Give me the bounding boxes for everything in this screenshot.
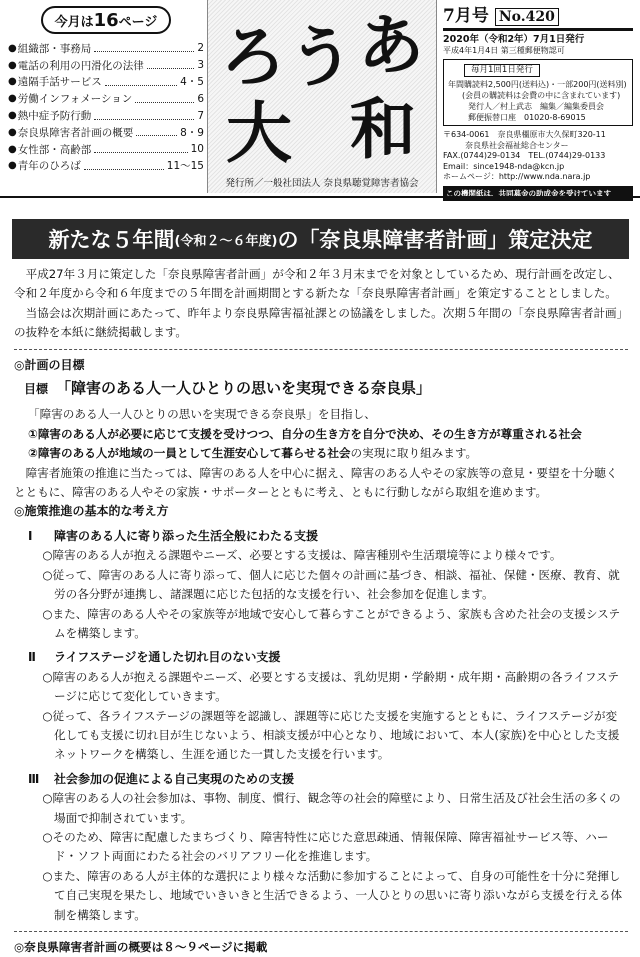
toc-item-page: 10 <box>190 143 204 156</box>
masthead <box>207 0 437 193</box>
roman-numeral: Ⅱ <box>28 650 36 665</box>
footer-note: ◎奈良県障害者計画の概要は８〜９ページに掲載 <box>14 940 268 954</box>
table-of-contents <box>8 6 204 174</box>
masthead-char: ろ <box>220 18 286 96</box>
toc-item <box>8 40 204 57</box>
funding-notice: この機関紙は、共同募金の助成金を受けています <box>443 186 633 201</box>
article-body <box>14 265 628 957</box>
headline-part-a: 新たな５年間 <box>48 228 175 252</box>
policy-section-title: ライフステージを通した切れ目のない支援 <box>54 650 281 665</box>
toc-item-label: 組織部・事務局 <box>17 42 92 55</box>
goal-row <box>24 379 628 399</box>
toc-item-page: 7 <box>197 109 204 122</box>
toc-item-page: 2 <box>197 42 204 55</box>
issue-info <box>443 6 633 201</box>
homepage-link[interactable]: ホームページ：http://www.nda.nara.jp <box>443 172 591 181</box>
policy-section <box>14 770 628 925</box>
leader-dots <box>136 128 177 136</box>
frequency-label: 毎月1回1日発行 <box>464 64 540 77</box>
toc-item-page: 6 <box>197 92 204 105</box>
policy-sections <box>14 527 628 925</box>
toc-item <box>8 158 204 175</box>
section-divider <box>14 349 628 350</box>
policy-item: ○また、障害のある人やその家族等が地域で安心して暮らすことができるよう、家族も含めた社会の支援システムを構築します。 <box>42 606 621 640</box>
toc-item-page: 4・5 <box>180 76 204 89</box>
bullet-icon: ● <box>8 42 17 54</box>
badge-pages: 16 <box>93 9 119 31</box>
masthead-char: あ <box>358 6 424 84</box>
intro-paragraph-2: 当協会は次期計画にあたって、昨年より奈良県障害福祉課との協議をしました。次期５年間の「奈良県障害者計画」の抜粋を本紙に継続掲載します。 <box>14 305 623 340</box>
toc-item-page: 3 <box>197 59 204 72</box>
leader-dots <box>94 44 194 52</box>
goal-paragraph: 障害者施策の推進に当たっては、障害のある人を中心に据え、障害のある人やその家族等の意見・要望を十分聴くとともに、障害のある人やその家族・サポーターとともに考え、ともに行動しながら取組を進めます。 <box>14 465 618 500</box>
toc-item-label: 青年のひろば <box>17 160 81 173</box>
policy-item: ○従って、各ライフステージの課題等を認識し、課題等に応じた支援を実施するとともに、ライフステージが変化しても支援に切れ目が生じないよう、相談支援が中心となり、地域において、本人(家族)を中心とした支援ネットワークを構築し、生涯を通じた一貫した支援を行います。 <box>42 708 620 762</box>
policy-section-title: 社会参加の促進による自己実現のための支援 <box>54 771 295 786</box>
email[interactable]: Email：since1948-nda@kcn.jp <box>443 161 565 171</box>
bullet-icon: ● <box>8 110 17 122</box>
badge-prefix: 今月は <box>54 14 94 30</box>
issue-month: 7月号 <box>443 6 489 26</box>
subscription-fee: 年間購読料2,500円(送料込)・一部200円(送料別) <box>448 80 627 89</box>
section-divider <box>14 931 628 932</box>
badge-suffix: ページ <box>118 14 158 30</box>
toc-item <box>8 74 204 91</box>
leader-dots <box>84 162 164 170</box>
masthead-char: 和 <box>350 90 416 168</box>
issue-number: No.420 <box>495 8 559 26</box>
goal-point-2 <box>14 444 628 463</box>
postal-transfer: 郵便振替口座 01020-8-69015 <box>468 113 586 122</box>
toc-item-label: 奈良県障害者計画の概要 <box>17 126 134 139</box>
policy-section-heading <box>14 527 628 546</box>
policy-item: ○障害のある人が抱える課題やニーズ、必要とする支援は、乳幼児期・学齢期・成年期・高齢期の各ライフステージに応じて変化していきます。 <box>42 669 619 704</box>
policy-section-heading <box>14 648 628 667</box>
leader-dots <box>94 112 194 120</box>
toc-item <box>8 141 204 158</box>
policy-section-heading <box>14 770 628 789</box>
publication-date: 2020年（令和2年）7月1日発行 <box>443 34 585 45</box>
leader-dots <box>105 78 177 86</box>
policy-item: ○障害のある人が抱える課題やニーズ、必要とする支援は、障害種別や生活環境等により様々です。 <box>42 548 562 563</box>
bullet-icon: ● <box>8 160 17 172</box>
article-headline <box>12 219 629 259</box>
toc-item <box>8 107 204 124</box>
policy-item: ○そのため、障害に配慮したまちづくり、障害特性に応じた意思疎通、情報保障、障害福祉サービス等、ハード・ソフト両面にわたる社会のバリアフリー化を推進します。 <box>42 829 609 864</box>
bullet-icon: ● <box>8 93 17 105</box>
toc-item-label: 電話の利用の円滑化の法律 <box>17 59 144 72</box>
policy-item: ○障害のある人の社会参加は、事物、制度、慣行、観念等の社会的障壁により、日常生活及び社会生活の多くの場面で抑制されています。 <box>42 791 621 825</box>
bullet-icon: ● <box>8 76 17 88</box>
toc-list <box>8 40 204 174</box>
newsletter-header <box>0 0 640 196</box>
page-count-badge <box>41 6 171 34</box>
contact-address <box>443 130 633 183</box>
leader-dots <box>135 95 194 103</box>
issue-title <box>443 6 633 31</box>
toc-item-page: 8・9 <box>180 126 204 139</box>
toc-item-page: 11〜15 <box>166 160 204 173</box>
toc-item-label: 女性部・高齢部 <box>17 143 92 156</box>
masthead-char: う <box>288 18 354 96</box>
goal-description: 「障害のある人一人ひとりの思いを実現できる奈良県」を目指し、 <box>28 407 376 422</box>
roman-numeral: Ⅲ <box>28 771 40 786</box>
header-divider <box>0 196 640 198</box>
policy-item: ○従って、障害のある人に寄り添って、個人に応じた個々の計画に基づき、相談、福祉、保健・医療、教育、就労の各分野が連携し、諸課題に応じた包括的な支援を行い、社会参加を促進します。 <box>42 567 620 602</box>
goal-text: 「障害のある人一人ひとりの思いを実現できる奈良県」 <box>56 379 432 398</box>
goal-label: 目標 <box>24 382 49 397</box>
policy-section-title: 障害のある人に寄り添った生活全般にわたる支援 <box>54 528 319 543</box>
masthead-char: 大 <box>226 94 292 172</box>
intro-paragraph-1: 平成27年３月に策定した「奈良県障害者計画」が令和２年３月末までを対象としているため、現行計画を改定し、令和２年度から令和６年度までの５年間を計画期間とする新たな「奈良県障害者計画」を策定することとしました。 <box>14 267 620 301</box>
leader-dots <box>94 145 187 153</box>
fax-tel: FAX.(0744)29-0134 TEL.(0744)29-0133 <box>443 151 606 160</box>
goal-point-2-rest: の実現に取り組みます。 <box>350 446 478 461</box>
publisher-line: 発行所／一般社団法人 奈良県聴覚障害者協会 <box>225 178 419 189</box>
toc-item <box>8 124 204 141</box>
address-line-1: 〒634-0061 奈良県橿原市大久保町320-11 <box>443 130 606 139</box>
roman-numeral: Ⅰ <box>28 528 33 543</box>
bullet-icon: ● <box>8 126 17 138</box>
toc-item <box>8 90 204 107</box>
bullet-icon: ● <box>8 59 17 71</box>
postal-permit: 平成4年1月4日 第三種郵便物認可 <box>443 46 565 55</box>
address-line-2: 奈良県社会福祉総合センター <box>465 140 569 150</box>
toc-item-label: 労働インフォメーション <box>17 93 133 106</box>
bullet-icon: ● <box>8 143 17 155</box>
headline-part-b: (令和２〜６年度) <box>174 233 278 249</box>
goal-point-1: ①障害のある人が必要に応じて支援を受けつつ、自分の生き方を自分で決め、その生き方が尊重される社会 <box>28 426 582 441</box>
goal-point-2-bold: ②障害のある人が地域の一員として生涯安心して暮らせる社会 <box>28 446 351 461</box>
policy-section-title: ◎施策推進の基本的な考え方 <box>14 504 169 519</box>
toc-item-label: 遠隔手話サービス <box>17 76 102 89</box>
policy-section <box>14 648 628 764</box>
leader-dots <box>147 61 195 69</box>
policy-item: ○また、障害のある人が主体的な選択により様々な活動に参加することによって、自身の可能性を十分に発揮して自己実現を果たし、地域でいきいきと生活できるよう、一人ひとりの思いに寄り添いながら支援を行える体制を構築します。 <box>42 868 623 922</box>
toc-item-label: 熱中症予防行動 <box>17 110 92 123</box>
fee-note: (会員の購読料は会費の中に含まれています) <box>462 91 621 100</box>
headline-part-c: の「奈良県障害者計画」策定決定 <box>277 228 593 252</box>
goal-section-title: ◎計画の目標 <box>14 357 85 372</box>
subscription-box <box>443 59 633 126</box>
editor-line: 発行人／村上武志 編集／編集委員会 <box>468 102 604 111</box>
toc-item <box>8 57 204 74</box>
policy-section <box>14 527 628 643</box>
